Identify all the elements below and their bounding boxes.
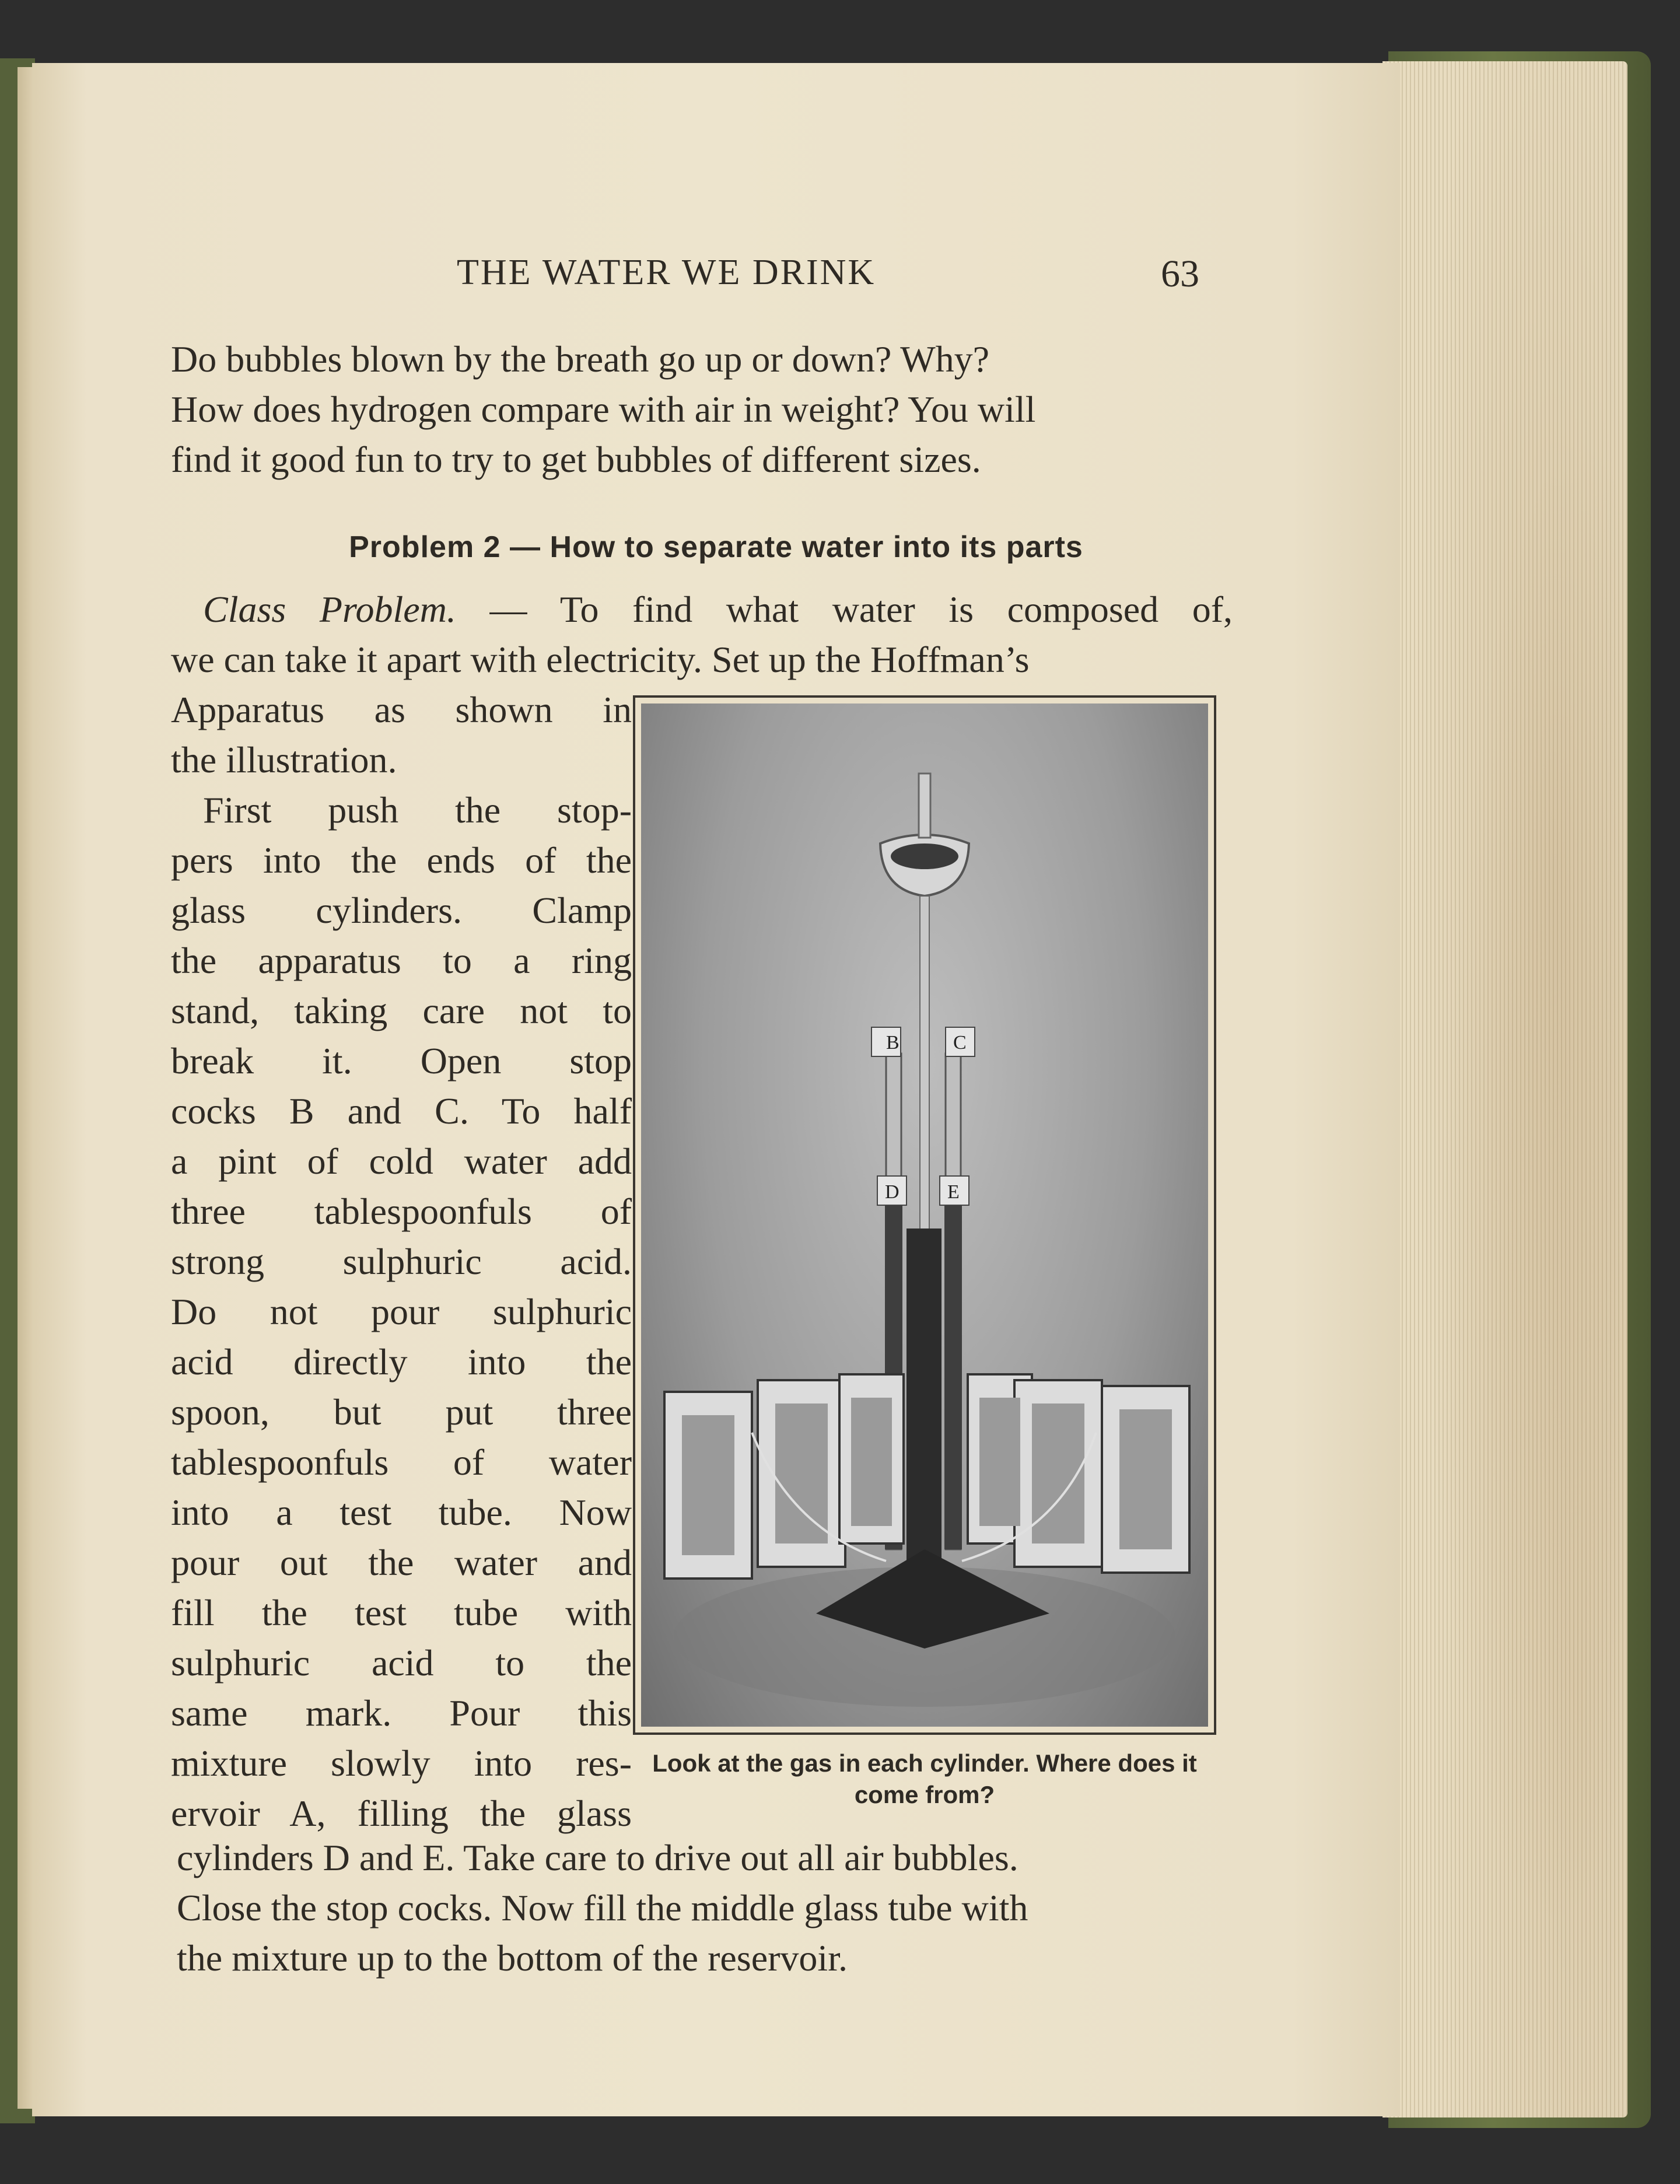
hoffman-apparatus-photo	[641, 704, 1208, 1727]
intro-line: find it good fun to try to get bubbles of different sizes.	[171, 439, 981, 480]
label-d: D	[885, 1181, 900, 1203]
running-head-title: THE WATER WE DRINK	[457, 253, 876, 292]
column-line: break it. Open stop	[171, 1040, 632, 1082]
column-line: pour out the water and	[171, 1542, 632, 1583]
intro-paragraph	[171, 334, 1233, 485]
class-problem-text: — To find what water is composed of,	[456, 589, 1233, 630]
intro-line: Do bubbles blown by the breath go up or down? Why?	[171, 338, 989, 380]
column-line: spoon, but put three	[171, 1391, 632, 1433]
label-b: B	[886, 1032, 900, 1054]
column-line: strong sulphuric acid.	[171, 1241, 632, 1282]
column-line: a pint of cold water add	[171, 1140, 632, 1182]
column-line: the apparatus to a ring	[171, 940, 632, 981]
column-line: tablespoonfuls of water	[171, 1441, 632, 1483]
column-line: stand, taking care not to	[171, 990, 632, 1031]
column-line: Apparatus as shown in	[171, 689, 632, 730]
page-number: 63	[1161, 253, 1199, 295]
column-line: Do not pour sulphuric	[171, 1291, 632, 1332]
figure-frame	[633, 695, 1216, 1735]
column-line: ervoir A, filling the glass	[171, 1793, 632, 1834]
column-line: mixture slowly into res-	[171, 1742, 632, 1784]
final-line: cylinders D and E. Take care to drive out all air bubbles.	[177, 1837, 1019, 1878]
problem-heading: Problem 2 — How to separate water into its parts	[349, 530, 1083, 564]
column-line: First push the stop-	[203, 789, 632, 831]
final-line: Close the stop cocks. Now fill the middle glass tube with	[177, 1887, 1028, 1929]
column-line: into a test tube. Now	[171, 1492, 632, 1533]
label-c: C	[953, 1032, 967, 1054]
column-line: three tablespoonfuls of	[171, 1191, 632, 1232]
column-line: acid directly into the	[171, 1341, 632, 1382]
page-edges-stack	[1382, 61, 1628, 2118]
column-line: same mark. Pour this	[171, 1692, 632, 1734]
label-e: E	[947, 1181, 960, 1203]
column-line: fill the test tube with	[171, 1592, 632, 1633]
figure-caption: Look at the gas in each cylinder. Where does it come from?	[652, 1749, 1197, 1808]
column-line: pers into the ends of the	[171, 839, 632, 881]
apparatus-illustration	[641, 704, 1208, 1727]
column-line: sulphuric acid to the	[171, 1642, 632, 1684]
column-line: the illustration.	[171, 739, 397, 780]
column-line: cocks B and C. To half	[171, 1090, 632, 1132]
class-problem-label: Class Problem.	[203, 589, 456, 630]
class-problem-line	[171, 588, 1233, 631]
class-problem-line: we can take it apart with electricity. Set up the Hoffman’s	[171, 639, 1030, 680]
column-line: glass cylinders. Clamp	[171, 890, 632, 931]
intro-line: How does hydrogen compare with air in weight? You will	[171, 388, 1036, 430]
final-line: the mixture up to the bottom of the reservoir.	[177, 1937, 848, 1979]
